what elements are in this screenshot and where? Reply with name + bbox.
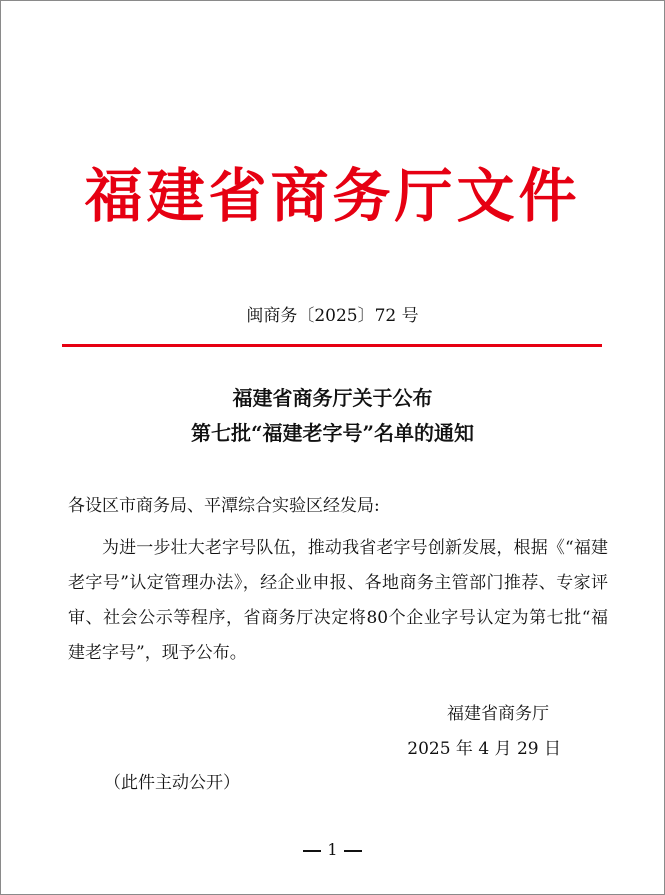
notice-title-line-2: 第七批“福建老字号”名单的通知 <box>190 421 474 445</box>
page-number <box>0 836 665 864</box>
red-divider-line <box>62 344 602 347</box>
signing-date: 2025 年 4 月 29 日 <box>407 739 561 759</box>
body-paragraph: 为进一步壮大老字号队伍，推动我省老字号创新发展，根据《“福建老字号”认定管理办法》，经企业申报、各地商务主管部门推荐、专家评审、社会公示等程序，省商务厅决定将80个企业字号认定为第七批“福建老字号”，现予公布。 <box>68 538 608 663</box>
release-note: （此件主动公开） <box>104 773 240 793</box>
signer-name: 福建省商务厅 <box>447 704 549 724</box>
page-dash-right <box>344 850 362 852</box>
page-number-value: 1 <box>327 840 338 859</box>
notice-title-line-1: 福建省商务厅关于公布 <box>232 386 433 410</box>
document-header-title: 福建省商务厅文件 <box>84 162 581 230</box>
document-number: 闽商务〔2025〕72 号 <box>246 306 419 326</box>
addressee: 各设区市商务局、平潭综合实验区经发局: <box>68 496 380 516</box>
page-dash-left <box>303 850 321 852</box>
